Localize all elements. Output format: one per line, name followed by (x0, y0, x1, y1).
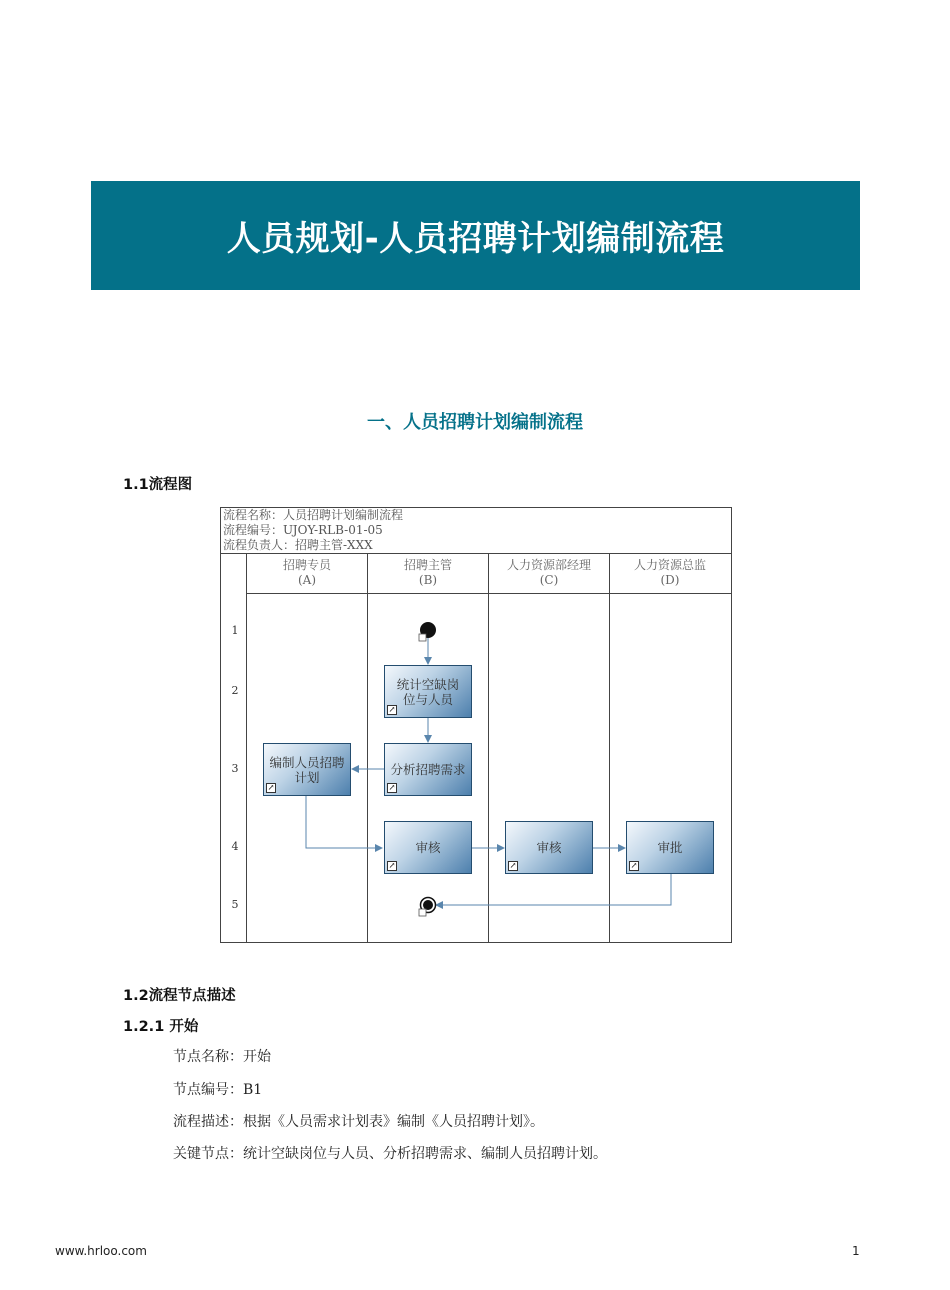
page-number: 1 (852, 1244, 860, 1258)
row-label-5: 5 (231, 898, 239, 911)
flowchart (220, 507, 732, 943)
shortcut-icon: ↗ (388, 783, 396, 792)
heading-1-1: 1.1流程图 (123, 477, 193, 493)
row-label-1: 1 (231, 624, 239, 637)
title-banner (91, 181, 860, 290)
flow-code-line: 流程编号：UJOY-RLB-01-05 (223, 523, 383, 537)
row-label-4: 4 (231, 840, 239, 853)
node-approve-d: 审批 ↗ (626, 821, 714, 874)
node-review-b: 审核 ↗ (384, 821, 472, 874)
heading-1-2: 1.2流程节点描述 (123, 988, 236, 1004)
node-analyze-demand: 分析招聘需求 ↗ (384, 743, 472, 796)
shortcut-icon: ↗ (388, 705, 396, 714)
shortcut-icon: ↗ (509, 861, 517, 870)
flow-description-line: 流程描述：根据《人员需求计划表》编制《人员招聘计划》。 (173, 1114, 544, 1130)
node-count-vacancies: 统计空缺岗位与人员 ↗ (384, 665, 472, 718)
flow-owner-line: 流程负责人：招聘主管-XXX (223, 538, 373, 552)
footer-url: www.hrloo.com (55, 1244, 147, 1258)
shortcut-icon: ↗ (630, 861, 638, 870)
node-name-line: 节点名称：开始 (173, 1049, 271, 1065)
row-label-3: 3 (231, 762, 239, 775)
flow-name-line: 流程名称：人员招聘计划编制流程 (223, 508, 404, 522)
lane-header-d: 人力资源总监 (D) (633, 558, 706, 587)
lane-header-a: 招聘专员 (A) (282, 558, 331, 587)
document-title: 人员规划-人员招聘计划编制流程 (226, 219, 725, 259)
row-label-2: 2 (231, 684, 239, 697)
node-compile-plan: 编制人员招聘计划 ↗ (263, 743, 351, 796)
lane-header-b: 招聘主管 (B) (403, 558, 452, 587)
section-title: 一、人员招聘计划编制流程 (367, 412, 583, 433)
lane-header-c: 人力资源部经理 (C) (506, 558, 591, 587)
node-code-line: 节点编号：B1 (173, 1082, 263, 1098)
shortcut-icon: ↗ (388, 861, 396, 870)
node-review-c: 审核 ↗ (505, 821, 593, 874)
key-nodes-line: 关键节点：统计空缺岗位与人员、分析招聘需求、编制人员招聘计划。 (173, 1146, 607, 1162)
heading-1-2-1: 1.2.1 开始 (123, 1019, 199, 1035)
shortcut-icon: ↗ (267, 783, 275, 792)
